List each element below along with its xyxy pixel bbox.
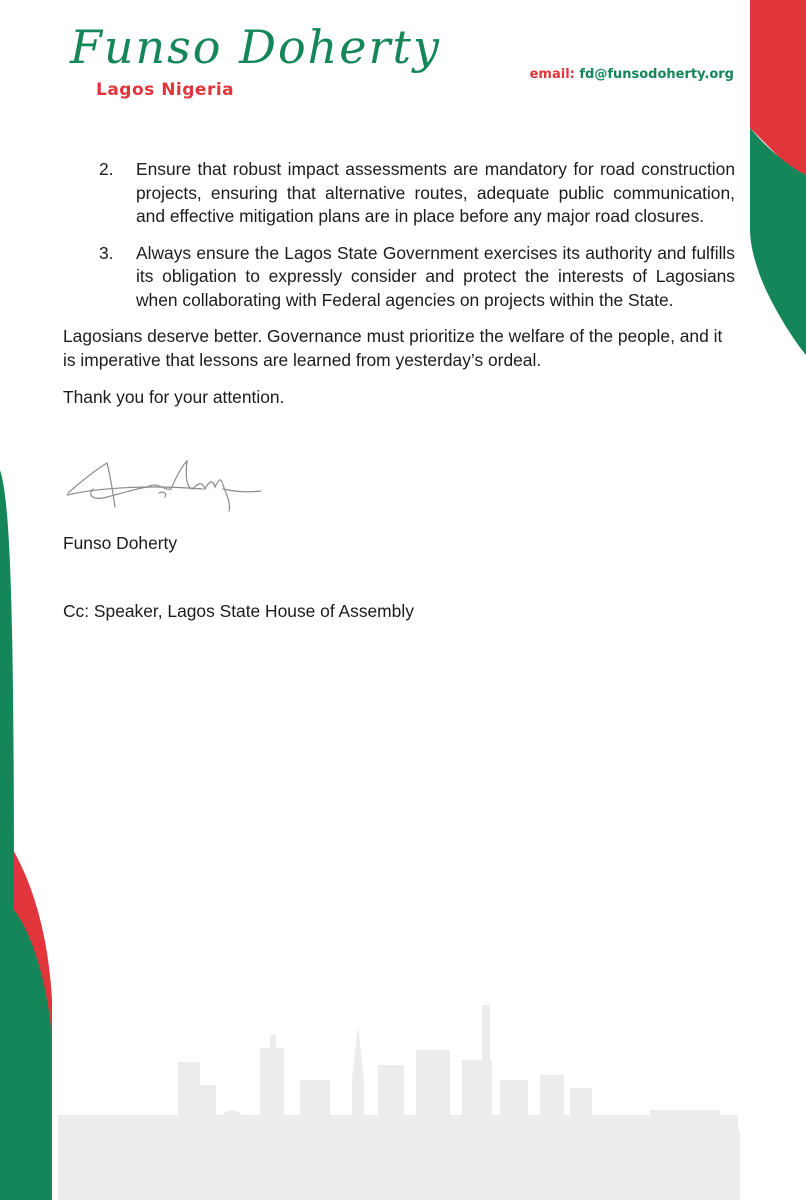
signature-image: [63, 455, 268, 515]
numbered-list: [63, 158, 735, 312]
signatory-name: Funso Doherty: [63, 533, 178, 553]
letterhead-email: [530, 67, 734, 82]
list-item: [63, 158, 735, 229]
list-number: 2.: [99, 159, 114, 179]
letter-body: [63, 158, 735, 410]
list-item-text: Ensure that robust impact assessments are mandatory for road construction projects, ensuring that alternative routes, adequate public communication, and effective mitigation plans are in place before any major road closures.: [136, 159, 735, 226]
closing-line: Thank you for your attention.: [63, 387, 285, 407]
email-label: email:: [529, 67, 575, 82]
cc-line: Cc: Speaker, Lagos State House of Assembly: [63, 601, 414, 621]
logo-name-script: Funso Doherty: [70, 20, 441, 74]
logo-location: Lagos Nigeria: [96, 80, 235, 100]
list-number: 3.: [99, 242, 114, 263]
closing-paragraph: Lagosians deserve better. Governance must prioritize the welfare of the people, and it is imperative that lessons are learned from yesterday’s ordeal.: [63, 326, 723, 370]
list-item-text: Always ensure the Lagos State Government exercises its authority and fulfills its obligation to expressly consider and protect the interests of Lagosians when collaborating with Federal agencies on projects within the State.: [136, 242, 735, 310]
email-link[interactable]: fd@funsodoherty.org: [579, 67, 734, 82]
list-item: [63, 242, 735, 313]
